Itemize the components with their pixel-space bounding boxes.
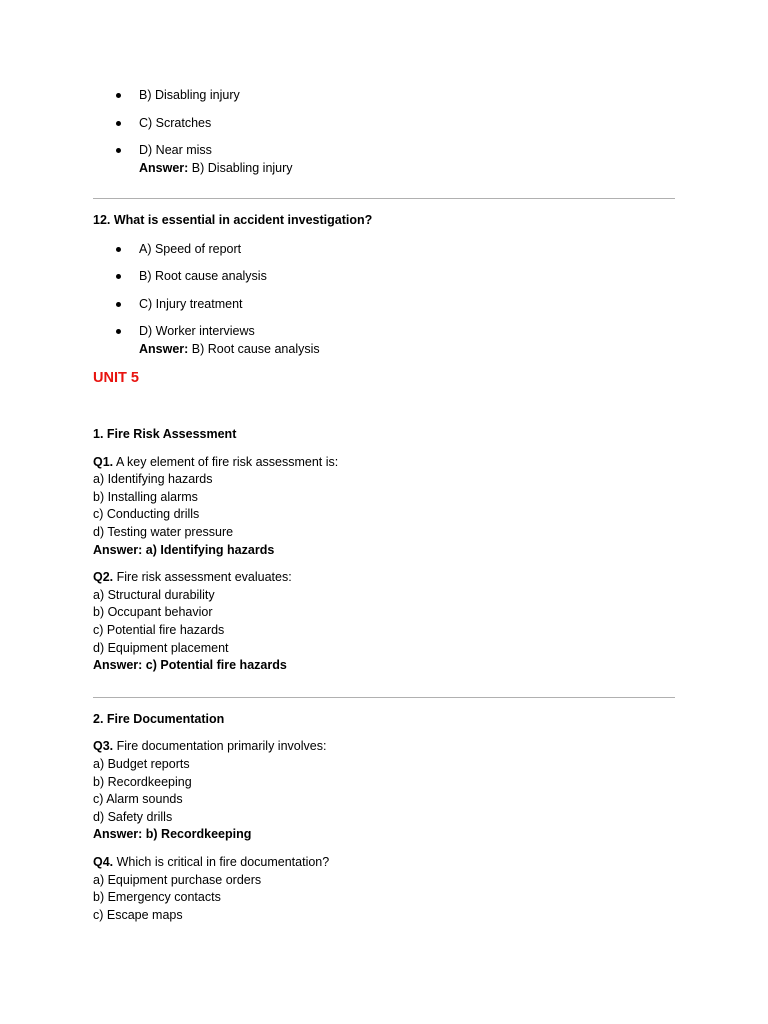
option-line: c) Escape maps xyxy=(93,907,183,922)
answer-line: Answer: c) Potential fire hazards xyxy=(93,658,287,673)
option-item: C) Scratches xyxy=(93,114,675,132)
section-heading: 1. Fire Risk Assessment xyxy=(93,427,237,442)
option-line: b) Emergency contacts xyxy=(93,890,221,905)
option-line: a) Budget reports xyxy=(93,757,190,771)
document-content xyxy=(93,86,675,924)
answer-label: Answer: xyxy=(139,342,189,357)
prev-question-options xyxy=(93,86,675,177)
answer-line xyxy=(139,159,675,177)
question-text: Q1. A key element of fire risk assessment is: xyxy=(93,454,339,469)
answer-label: Answer: xyxy=(139,161,189,175)
option-line: b) Recordkeeping xyxy=(93,774,192,789)
option-line: b) Installing alarms xyxy=(93,489,198,504)
answer-line: Answer: a) Identifying hazards xyxy=(93,542,275,557)
question-label: Q3. xyxy=(93,739,114,754)
question-block-q3 xyxy=(93,738,675,844)
question-block-q2 xyxy=(93,569,675,675)
q12-options xyxy=(93,240,675,359)
question-block-q1 xyxy=(93,454,675,560)
option-line: d) Testing water pressure xyxy=(93,525,234,540)
section-heading: 2. Fire Documentation xyxy=(93,711,225,726)
option-item: B) Root cause analysis xyxy=(93,267,675,285)
option-line: a) Identifying hazards xyxy=(93,472,213,487)
unit-heading: UNIT 5 xyxy=(93,370,139,387)
option-item: B) Disabling injury xyxy=(93,86,675,104)
option-item: D) Near miss Answer: B) Disabling injury xyxy=(93,141,675,177)
question-label: Q1. xyxy=(93,454,114,469)
option-line: c) Conducting drills xyxy=(93,507,200,522)
question-text: Q2. Fire risk assessment evaluates: xyxy=(93,570,292,585)
answer-line: Answer: b) Recordkeeping xyxy=(93,827,252,842)
option-line: c) Potential fire hazards xyxy=(93,623,225,638)
question-text: Q4. Which is critical in fire documentation? xyxy=(93,854,330,869)
option-line: d) Safety drills xyxy=(93,809,173,824)
option-item: A) Speed of report xyxy=(93,240,675,258)
answer-value: B) Root cause analysis xyxy=(188,342,320,357)
question-title: 12. What is essential in accident investigation? xyxy=(93,213,373,227)
option-item: D) Worker interviews Answer: B) Root cause analysis xyxy=(93,322,675,358)
option-item: C) Injury treatment xyxy=(93,295,675,313)
option-line: b) Occupant behavior xyxy=(93,605,213,620)
question-label: Q4. xyxy=(93,854,114,869)
option-line: a) Structural durability xyxy=(93,587,215,602)
answer-line xyxy=(139,340,675,358)
question-text: Q3. Fire documentation primarily involves: xyxy=(93,739,327,754)
question-label: Q2. xyxy=(93,570,114,585)
option-line: d) Equipment placement xyxy=(93,640,229,655)
question-block-q4 xyxy=(93,854,675,924)
answer-value: B) Disabling injury xyxy=(188,161,293,175)
option-line: a) Equipment purchase orders xyxy=(93,872,262,887)
option-line: c) Alarm sounds xyxy=(93,792,183,807)
